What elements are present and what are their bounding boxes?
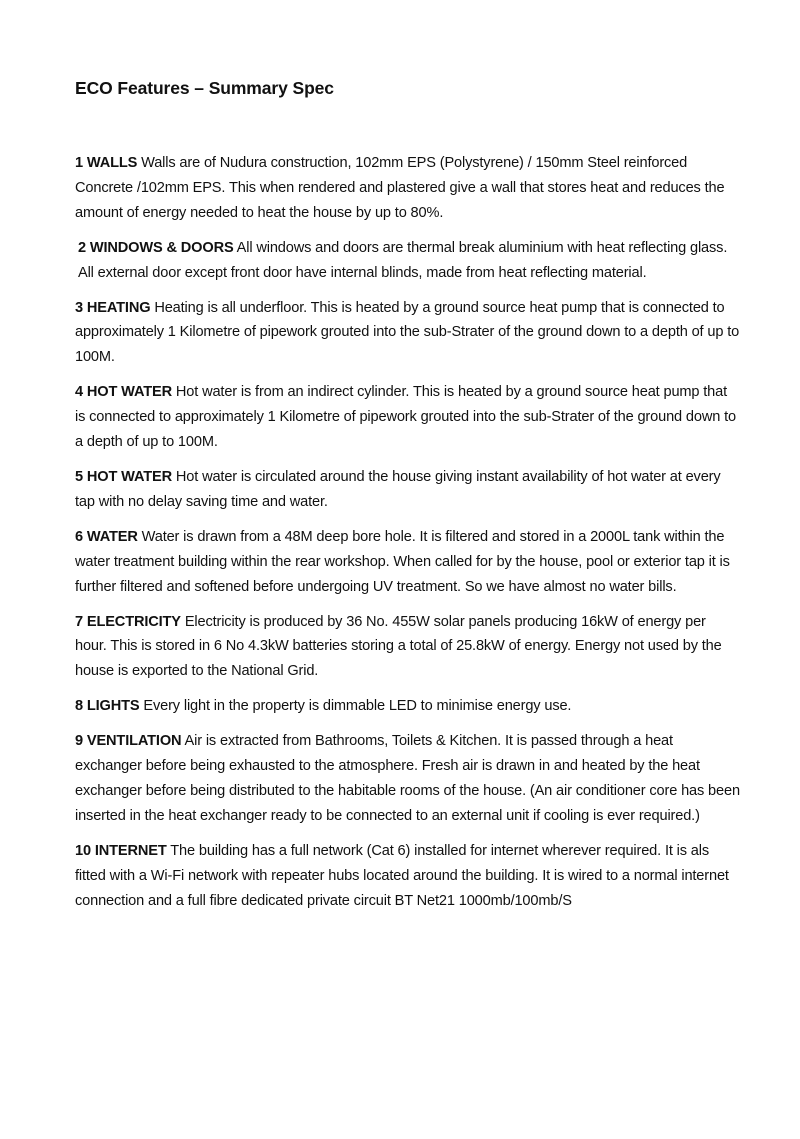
spec-text: Walls are of Nudura construction, 102mm EPS (Polystyrene) / 150mm Steel reinforced Concrete /102mm EPS. This when rendered and plastered give a wall that stores heat and reduces the amount of energy needed to heat the house by up to 80%. bbox=[75, 155, 725, 221]
spec-text: Electricity is produced by 36 No. 455W solar panels producing 16kW of energy per hour. This is stored in 6 No 4.3kW batteries storing a total of 25.8kW of energy. Energy not used by the house is exported to the National Grid. bbox=[75, 613, 722, 680]
spec-item-lights bbox=[75, 694, 740, 719]
spec-text: Hot water is from an indirect cylinder. This is heated by a ground source heat pump that is connected to approximately 1 Kilometre of pipework grouted into the sub-Strater of the ground down to a depth of up to 100M. bbox=[75, 384, 736, 451]
spec-text: Water is drawn from a 48M deep bore hole. It is filtered and stored in a 2000L tank within the water treatment building within the rear workshop. When called for by the house, pool or exterior tap it is further filtered and softened before undergoing UV treatment. So we have almost no water bills. bbox=[75, 528, 730, 595]
spec-text: Air is extracted from Bathrooms, Toilets & Kitchen. It is passed through a heat exchanger before being exhausted to the atmosphere. Fresh air is drawn in and heated by the heat exchanger before being distributed to the habitable rooms of the house. (An air conditioner core has been inserted in the heat exchanger ready to be connected to an external unit if cooling is ever required.) bbox=[75, 733, 740, 824]
spec-list bbox=[75, 151, 740, 923]
spec-heading: 5 HOT WATER bbox=[75, 468, 172, 485]
spec-heading: 7 ELECTRICITY bbox=[75, 613, 181, 630]
spec-item-walls bbox=[75, 151, 740, 226]
spec-heading: 8 LIGHTS bbox=[75, 698, 140, 715]
spec-heading: 9 VENTILATION bbox=[75, 733, 182, 750]
spec-heading: 4 HOT WATER bbox=[75, 384, 172, 401]
spec-heading: 3 HEATING bbox=[75, 299, 151, 316]
spec-text: All windows and doors are thermal break aluminium with heat reflecting glass. All external door except front door have internal blinds, made from heat reflecting material. bbox=[78, 239, 728, 281]
spec-item-hot-water-cylinder bbox=[75, 380, 740, 455]
spec-item-heating bbox=[75, 296, 740, 371]
spec-text: Hot water is circulated around the house giving instant availability of hot water at every tap with no delay saving time and water. bbox=[75, 468, 721, 510]
spec-item-internet bbox=[75, 839, 740, 914]
spec-item-hot-water-circulation bbox=[75, 465, 740, 515]
spec-text: Heating is all underfloor. This is heated by a ground source heat pump that is connected to approximately 1 Kilometre of pipework grouted into the sub-Strater of the ground down to a depth of up to 100M. bbox=[75, 299, 740, 366]
spec-item-ventilation bbox=[75, 729, 740, 829]
spec-heading: 2 WINDOWS & DOORS bbox=[78, 239, 234, 256]
document-title: ECO Features – Summary Spec bbox=[75, 78, 334, 98]
spec-item-water bbox=[75, 525, 740, 600]
spec-text: The building has a full network (Cat 6) installed for internet wherever required. It is als fitted with a Wi-Fi network with repeater hubs located around the building. It is wired to a normal internet connection and a full fibre dedicated private circuit BT Net21 1000mb/100mb/S bbox=[75, 842, 729, 909]
spec-item-electricity bbox=[75, 610, 740, 685]
spec-item-windows-doors bbox=[75, 236, 740, 286]
spec-heading: 1 WALLS bbox=[75, 155, 138, 171]
spec-heading: 10 INTERNET bbox=[75, 842, 167, 859]
spec-text: Every light in the property is dimmable LED to minimise energy use. bbox=[143, 698, 572, 715]
spec-heading: 6 WATER bbox=[75, 528, 138, 545]
